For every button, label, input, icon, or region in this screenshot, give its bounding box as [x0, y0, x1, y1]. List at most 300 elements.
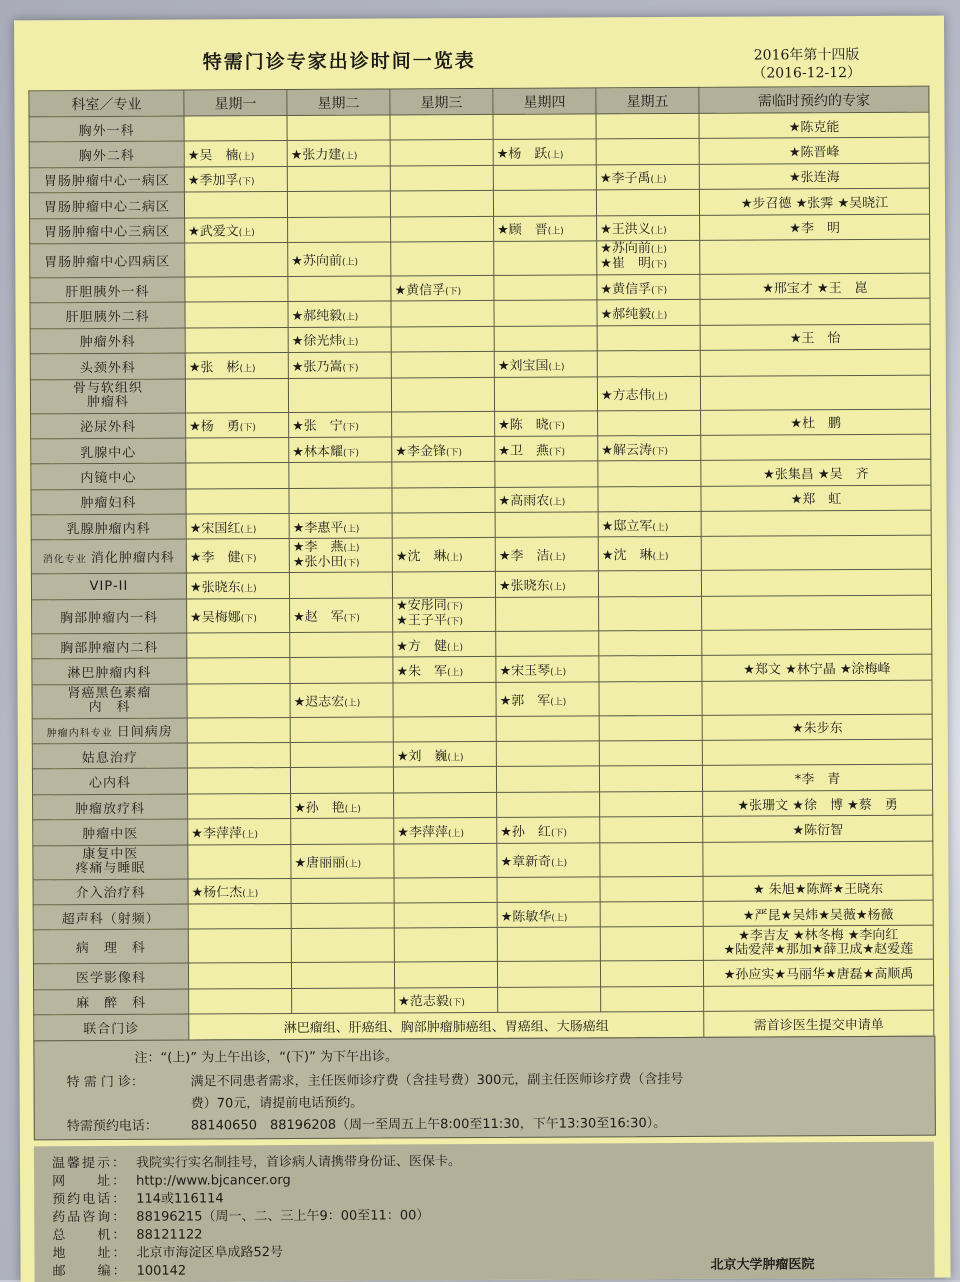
session-tag: (下): [651, 285, 668, 296]
tip-value: 88121122: [136, 1227, 203, 1243]
schedule-cell-tue: ★徐光炜(上): [288, 327, 391, 353]
schedule-cell-mon: [185, 302, 288, 328]
edition-date: （2016-12-12）: [752, 65, 862, 82]
schedule-cell-tue: [289, 572, 392, 598]
note-phone-text: 88140650 88196208（周一至周五上午8:00至11:30，下午13:30至16:30）。: [190, 1116, 667, 1134]
schedule-cell-thu: ★孙 红(下): [497, 817, 600, 843]
schedule-cell-fri: [600, 842, 703, 877]
edition-version: 2016年第十四版: [753, 47, 860, 64]
appointment-expert-cell: 需首诊医生提交申请单: [704, 1010, 934, 1037]
dept-cell: 泌尿外科: [31, 413, 186, 439]
appointment-expert-cell: [702, 629, 932, 656]
schedule-cell-fri: [599, 740, 702, 766]
dept-cell: 胸部肿瘤内一科: [32, 599, 187, 634]
session-tag: (下): [238, 177, 255, 188]
dept-cell: 淋巴肿瘤内科: [32, 658, 187, 684]
schedule-cell-thu: [497, 927, 600, 962]
schedule-cell-fri: [599, 681, 702, 716]
schedule-cell-wed: [390, 191, 493, 217]
dept-cell: 肿瘤放疗科: [33, 794, 188, 820]
session-tag: (下): [445, 447, 462, 458]
dept-name: 日间病房: [116, 724, 173, 741]
schedule-cell-thu: ★章新奇(上): [497, 842, 600, 877]
schedule-cell-fri: ★王洪义(上): [597, 215, 700, 241]
session-tag: (上): [547, 226, 564, 237]
schedule-cell-wed: [393, 716, 496, 742]
schedule-cell-thu: [496, 631, 599, 657]
dept-cell: 胃肠肿瘤中心一病区: [29, 167, 184, 193]
schedule-cell-mon: ★吴梅娜(下): [187, 598, 290, 633]
schedule-cell-wed: [390, 114, 493, 140]
schedule-cell-fri: [597, 350, 700, 376]
schedule-cell-tue: ★张乃嵩(下): [288, 352, 391, 378]
session-tag: (上): [650, 175, 667, 186]
appointment-expert-cell: [700, 239, 930, 274]
schedule-cell-fri: [599, 596, 702, 631]
tip-row: [52, 1169, 291, 1189]
appointment-expert-cell: ★孙应实★马丽华★唐磊★高顺禹: [703, 960, 933, 987]
session-tag: (上): [343, 524, 360, 535]
tip-value: 北京市海淀区阜成路52号: [136, 1245, 284, 1261]
session-tag: (下): [343, 613, 360, 624]
note-special-text-cont: 费）70元，请提前电话预约。: [190, 1095, 364, 1112]
schedule-cell-wed: [390, 140, 493, 166]
dept-cell: 超声科（射频）: [33, 904, 188, 930]
schedule-cell-mon: ★张晓东(上): [186, 573, 289, 599]
session-tag: (上): [548, 362, 565, 373]
schedule-cell-tue: [288, 276, 391, 302]
session-tag: (下): [240, 554, 257, 565]
tip-row: [52, 1187, 224, 1207]
dept-cell: [32, 718, 187, 744]
schedule-cell-tue: [288, 377, 391, 412]
notes-panel: [33, 1036, 936, 1141]
schedule-cell-thu: [494, 326, 597, 352]
session-tag: (上): [551, 858, 568, 869]
dept-cell: 肝胆胰外一科: [30, 277, 185, 303]
schedule-cell-tue: ★张力建(上): [287, 140, 390, 166]
session-tag: (上): [242, 889, 259, 900]
tip-row: [52, 1241, 283, 1261]
appointment-expert-cell: *李 青: [702, 765, 932, 792]
session-tag: (下): [343, 558, 360, 569]
dept-cell: 康复中医 疼痛与睡眠: [33, 845, 188, 880]
page-title: 特需门诊专家出诊时间一览表: [202, 50, 476, 74]
session-tag: (上): [650, 245, 667, 256]
session-tag: (下): [342, 422, 359, 433]
dept-cell: 骨与软组织 肿瘤科: [30, 379, 185, 414]
appointment-expert-cell: ★张连海: [699, 163, 929, 190]
schedule-cell-tue: ★赵 军(下): [290, 598, 393, 633]
schedule-cell-mon: [188, 929, 291, 964]
session-tag: (上): [549, 553, 566, 564]
schedule-cell-tue: ★孙 艳(上): [291, 793, 394, 819]
session-tag: (上): [343, 543, 360, 554]
session-tag: (上): [550, 697, 567, 708]
session-tag: (上): [345, 859, 362, 870]
schedule-cell-thu: [493, 114, 596, 140]
table-row: [30, 375, 930, 414]
session-tag: (上): [651, 391, 668, 402]
session-tag: (上): [551, 913, 568, 924]
col-header: 星期四: [493, 88, 596, 115]
schedule-cell-thu: ★卫 燕(下): [495, 436, 598, 462]
schedule-cell-mon: [187, 683, 290, 718]
schedule-cell-fri: ★邸立军(上): [598, 511, 701, 537]
schedule-cell-thu: [493, 165, 596, 191]
schedule-cell-wed: [393, 767, 496, 793]
session-tag: (上): [240, 524, 257, 536]
schedule-cell-fri: [596, 190, 699, 216]
schedule-cell-tue: ★李 燕(上) ★张小田(下): [289, 538, 392, 573]
session-tag: (上): [344, 804, 361, 815]
schedule-cell-fri: [596, 113, 699, 139]
appointment-expert-cell: [701, 570, 931, 597]
note-label-phone: 特需预约电话：: [66, 1118, 158, 1135]
schedule-cell-fri: ★黄信孚(下): [597, 274, 700, 300]
schedule-cell-mon: ★季加孚(下): [184, 166, 287, 192]
dept-cell: 内镜中心: [31, 463, 186, 489]
schedule-cell-wed: [391, 326, 494, 352]
dept-group-label: 消化专业: [42, 554, 87, 566]
dept-cell: 介入治疗科: [33, 879, 188, 905]
schedule-cell-wed: ★李金锋(下): [392, 436, 495, 462]
schedule-cell-mon: [187, 743, 290, 769]
appointment-expert-cell: [702, 595, 932, 630]
session-tag: (上): [239, 363, 256, 375]
schedule-cell-fri: [600, 927, 703, 962]
schedule-cell-wed: [394, 902, 497, 928]
tip-label: 邮 编：: [52, 1263, 128, 1280]
dept-cell: 胸部肿瘤内二科: [32, 633, 187, 659]
schedule-cell-thu: ★陈敏华(上): [497, 902, 600, 928]
schedule-cell-wed: ★朱 军(上): [393, 657, 496, 683]
schedule-cell-tue: [291, 878, 394, 904]
schedule-cell-mon: [189, 988, 292, 1014]
dept-cell: VIP-II: [31, 574, 186, 600]
session-tag: (上): [549, 497, 566, 509]
tip-label: 地 址：: [52, 1245, 128, 1262]
schedule-cell-mon: ★李 健(下): [186, 539, 289, 574]
schedule-cell-wed: [391, 241, 494, 276]
schedule-sheet: [14, 16, 951, 1282]
col-header: 星期一: [184, 90, 287, 117]
schedule-cell-fri: [598, 410, 701, 436]
schedule-cell-fri: [599, 766, 702, 792]
session-tag: (上): [341, 257, 358, 268]
schedule-cell-wed: ★刘 巍(上): [393, 741, 496, 767]
dept-cell: 心内科: [32, 768, 187, 794]
table-row: [32, 680, 932, 719]
dept-cell: [31, 540, 186, 575]
schedule-cell-mon: ★宋国红(上): [186, 514, 289, 540]
schedule-cell-wed: [392, 487, 495, 513]
appointment-expert-cell: ★郑 虹: [701, 485, 931, 512]
appointment-expert-cell: [704, 985, 934, 1012]
schedule-cell-tue: [290, 632, 393, 658]
session-tag: (上): [446, 642, 464, 653]
schedule-cell-wed: ★沈 琳(上): [392, 538, 495, 573]
schedule-cell-wed: [393, 682, 496, 717]
schedule-cell-mon: [185, 276, 288, 302]
schedule-cell-thu: ★宋玉琴(上): [496, 656, 599, 682]
schedule-cell-mon: [187, 658, 290, 684]
appointment-expert-cell: [701, 434, 931, 461]
schedule-cell-thu: [497, 876, 600, 902]
schedule-cell-mon: [185, 242, 288, 277]
schedule-cell-tue: ★张 宁(下): [289, 411, 392, 437]
schedule-cell-fri: [599, 715, 702, 741]
schedule-cell-fri: ★解云涛(下): [598, 435, 701, 461]
schedule-cell-tue: [292, 988, 395, 1014]
appointment-expert-cell: ★王 怡: [700, 324, 930, 351]
dept-cell: 姑息治疗: [32, 743, 187, 769]
schedule-cell-tue: [289, 462, 392, 488]
schedule-cell-thu: [496, 741, 599, 767]
appointment-expert-cell: [703, 841, 933, 876]
tip-label: 预约电话：: [52, 1191, 128, 1208]
session-tag: (下): [446, 617, 463, 628]
session-tag: (上): [549, 582, 566, 593]
dept-cell: 胸外二科: [29, 141, 184, 167]
schedule-cell-tue: [291, 903, 394, 929]
schedule-cell-thu: ★张晓东(上): [495, 571, 598, 597]
schedule-cell-tue: [287, 191, 390, 217]
schedule-cell-mon: [184, 116, 287, 142]
schedule-cell-mon: [185, 378, 288, 413]
session-tag: (上): [447, 752, 464, 763]
schedule-cell-mon: ★吴 楠(上): [184, 141, 287, 167]
edition-label: [752, 46, 861, 83]
tip-row: [52, 1260, 186, 1280]
session-tag: (下): [651, 446, 668, 457]
schedule-cell-tue: [290, 742, 393, 768]
appointment-expert-cell: ★步召德 ★张霁 ★吴晓江: [699, 188, 929, 215]
session-tag: (上): [650, 226, 667, 237]
schedule-cell-fri: [599, 656, 702, 682]
session-tag: (下): [448, 998, 465, 1009]
schedule-cell-mon: [185, 327, 288, 353]
schedule-cell-tue: ★李惠平(上): [289, 513, 392, 539]
session-tag: (下): [446, 602, 463, 613]
dept-cell: 肿瘤妇科: [31, 489, 186, 515]
appointment-expert-cell: [700, 349, 930, 376]
schedule-cell-mon: ★李萍萍(上): [188, 819, 291, 845]
col-header: 星期三: [390, 88, 493, 115]
tip-label: 温馨提示：: [51, 1155, 128, 1172]
schedule-cell-fri: [600, 876, 703, 902]
dept-cell: 肿瘤中医: [33, 819, 188, 845]
schedule-cell-wed: [394, 792, 497, 818]
table-row: [32, 595, 932, 634]
session-tag: (上): [341, 151, 358, 162]
tip-value: http://www.bjcancer.org: [136, 1173, 291, 1189]
dept-cell: 医学影像科: [33, 963, 188, 989]
schedule-cell-tue: [288, 217, 391, 243]
schedule-cell-mon: [184, 192, 287, 218]
dept-cell: 头颈外科: [30, 353, 185, 379]
schedule-cell-wed: ★范志毅(下): [395, 987, 498, 1013]
schedule-cell-wed: [394, 928, 497, 963]
schedule-cell-tue: ★迟志宏(上): [290, 683, 393, 718]
schedule-cell-wed: [392, 513, 495, 539]
session-tag: (下): [548, 421, 565, 432]
schedule-cell-thu: ★顾 晋(上): [494, 215, 597, 241]
schedule-cell-wed: ★方 健(上): [393, 631, 496, 657]
dept-cell: 联合门诊: [34, 1014, 189, 1040]
schedule-cell-thu: ★陈 晓(下): [495, 410, 598, 436]
schedule-cell-tue: [291, 818, 394, 844]
session-tag: (上): [447, 828, 464, 840]
dept-cell: 乳腺肿瘤内科: [31, 514, 186, 540]
session-tag: (上): [238, 228, 255, 239]
col-header: 需临时预约的专家: [699, 86, 929, 113]
schedule-cell-mon: [187, 717, 290, 743]
schedule-cell-mon: [188, 793, 291, 819]
schedule-cell-tue: [291, 928, 394, 963]
session-tag: (下): [445, 286, 462, 297]
session-tag: (下): [239, 423, 256, 434]
schedule-cell-thu: [495, 461, 598, 487]
session-tag: (上): [344, 698, 361, 709]
schedule-cell-mon: [187, 768, 290, 794]
schedule-cell-wed: ★安彤同(下) ★王子平(下): [393, 597, 496, 632]
session-tag: (上): [238, 152, 255, 163]
appointment-expert-cell: [700, 375, 930, 410]
note-label-special: 特 需 门 诊：: [66, 1074, 145, 1091]
schedule-cell-tue: ★苏向前(上): [288, 242, 391, 277]
schedule-cell-fri: [597, 325, 700, 351]
dept-cell: 肾癌黑色素瘤 内 科: [32, 684, 187, 719]
appointment-expert-cell: ★张集昌 ★吴 齐: [701, 459, 931, 486]
schedule-cell-tue: [290, 717, 393, 743]
schedule-cell-fri: [601, 986, 704, 1012]
schedule-cell-fri: [600, 901, 703, 927]
tip-label: 总 机：: [52, 1227, 128, 1244]
schedule-cell-thu: [494, 275, 597, 301]
schedule-cell-wed: ★李萍萍(上): [394, 818, 497, 844]
dept-cell: 胃肠肿瘤中心二病区: [29, 192, 184, 218]
schedule-cell-mon: ★武爱文(上): [185, 217, 288, 243]
schedule-cell-fri: [598, 461, 701, 487]
appointment-expert-cell: ★李吉友 ★林冬梅 ★李向红 ★陆爱萍★那加★薛卫成★赵爱莲: [703, 926, 933, 961]
appointment-expert-cell: ★陈克能: [699, 112, 929, 139]
session-tag: (上): [550, 667, 567, 678]
schedule-cell-tue: [290, 767, 393, 793]
col-header: 星期二: [287, 89, 390, 116]
schedule-cell-fri: ★李子禹(上): [596, 164, 699, 190]
schedule-cell-fri: ★苏向前(上) ★崔 明(下): [597, 240, 700, 275]
schedule-table: [28, 86, 934, 1041]
hospital-name: 北京大学肿瘤医院: [710, 1257, 815, 1273]
col-header: 科室／专业: [29, 90, 184, 117]
schedule-cell-mon: [186, 463, 289, 489]
session-tag: (下): [240, 614, 257, 625]
schedule-cell-fri: [600, 817, 703, 843]
session-tag: (上): [342, 338, 359, 349]
session-tag: (下): [650, 260, 668, 271]
schedule-cell-fri: ★郝纯毅(上): [597, 300, 700, 326]
schedule-cell-thu: [496, 766, 599, 792]
schedule-cell-mon: ★张 彬(上): [185, 353, 288, 379]
appointment-expert-cell: ★张珊文 ★徐 博 ★蔡 勇: [703, 790, 933, 817]
tip-label: 网 址：: [52, 1173, 128, 1190]
appointment-expert-cell: ★陈晋峰: [699, 138, 929, 165]
schedule-cell-fri: [596, 139, 699, 165]
schedule-cell-thu: [494, 241, 597, 276]
joint-clinic-groups: 淋巴瘤组、肝癌组、胸部肿瘤肺癌组、胃癌组、大肠癌组: [189, 1011, 704, 1039]
dept-cell: 病 理 科: [33, 929, 188, 964]
schedule-cell-thu: [496, 716, 599, 742]
dept-group-label: 肿瘤内科专业: [46, 728, 113, 740]
appointment-expert-cell: ★严昆★吴炜★吴薇★杨薇: [703, 900, 933, 927]
schedule-cell-thu: [493, 190, 596, 216]
schedule-cell-wed: [394, 843, 497, 878]
schedule-cell-wed: [392, 462, 495, 488]
schedule-cell-fri: [598, 486, 701, 512]
dept-cell: 肿瘤外科: [30, 328, 185, 354]
session-tag: (下): [342, 363, 359, 374]
schedule-cell-mon: [186, 488, 289, 514]
schedule-cell-wed: [391, 216, 494, 242]
tip-row: [52, 1204, 429, 1225]
schedule-cell-wed: [391, 352, 494, 378]
dept-cell: 肝胆胰外二科: [30, 302, 185, 328]
col-header: 星期五: [596, 87, 699, 114]
schedule-cell-thu: [495, 512, 598, 538]
schedule-cell-tue: [291, 962, 394, 988]
schedule-cell-thu: [497, 961, 600, 987]
dept-cell: 胃肠肿瘤中心四病区: [30, 243, 185, 278]
appointment-expert-cell: ★李 明: [700, 214, 930, 241]
note-special-text: 满足不同患者需求，主任医师诊疗费（含挂号费）300元，副主任医师诊疗费（含挂号: [190, 1071, 684, 1090]
schedule-cell-wed: [394, 962, 497, 988]
appointment-expert-cell: ★郑文 ★林宁晶 ★涂梅峰: [702, 654, 932, 681]
schedule-cell-fri: [600, 961, 703, 987]
schedule-cell-fri: [599, 630, 702, 656]
session-tag: (上): [547, 150, 564, 161]
session-tag: (下): [550, 828, 567, 839]
schedule-cell-mon: ★杨 勇(下): [186, 412, 289, 438]
appointment-expert-cell: [702, 739, 932, 766]
session-tag: (上): [652, 522, 669, 533]
dept-cell: 胃肠肿瘤中心三病区: [30, 218, 185, 244]
session-tag: (上): [241, 830, 258, 841]
schedule-cell-thu: [497, 792, 600, 818]
session-tag: (上): [651, 311, 668, 322]
tip-value: 88196215（周一、二、三上午9：00至11：00）: [136, 1208, 430, 1225]
appointment-expert-cell: [701, 536, 931, 571]
schedule-cell-tue: [290, 657, 393, 683]
schedule-cell-thu: ★杨 跃(上): [493, 139, 596, 165]
schedule-cell-thu: ★郭 军(上): [496, 682, 599, 717]
schedule-cell-wed: [392, 572, 495, 598]
tip-label: 药品咨询：: [52, 1209, 128, 1226]
appointment-expert-cell: [702, 680, 932, 715]
schedule-cell-thu: ★刘宝国(上): [494, 351, 597, 377]
tip-value: 114或116114: [136, 1191, 224, 1207]
schedule-cell-thu: [498, 987, 601, 1013]
schedule-cell-tue: [289, 488, 392, 514]
session-tag: (上): [240, 584, 257, 595]
schedule-cell-wed: [394, 877, 497, 903]
schedule-cell-wed: [392, 411, 495, 437]
schedule-cell-tue: [287, 115, 390, 141]
dept-cell: 乳腺中心: [31, 438, 186, 464]
schedule-cell-tue: ★郝纯毅(上): [288, 301, 391, 327]
appointment-expert-cell: ★邢宝才 ★王 崑: [700, 273, 930, 300]
table-row: [33, 841, 933, 880]
